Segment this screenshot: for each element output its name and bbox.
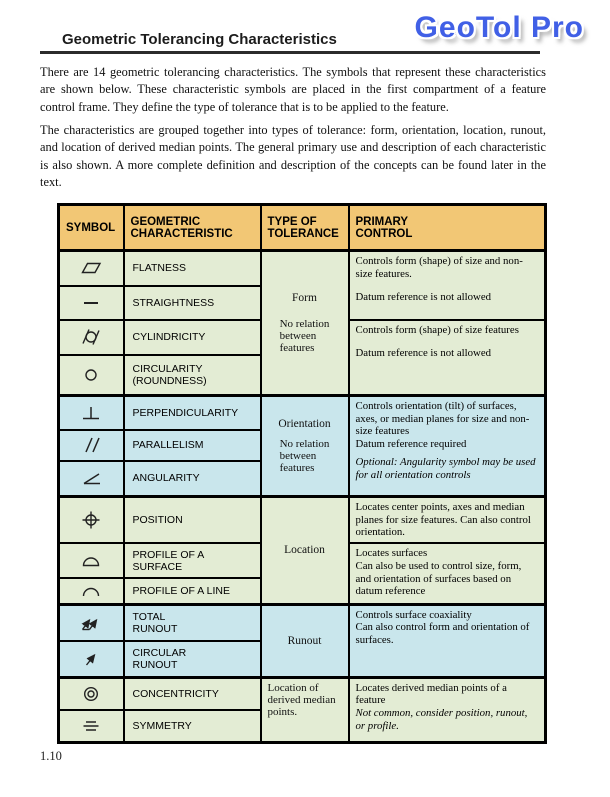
type-cell-orientation bbox=[261, 396, 349, 497]
header-primary-control: PRIMARY CONTROL bbox=[349, 205, 546, 251]
characteristic-label: FLATNESS bbox=[124, 251, 261, 286]
control-text: Controls orientation (tilt) of surfaces, axes, or median planes for size and non-size features bbox=[355, 400, 530, 438]
total-runout-icon bbox=[60, 612, 123, 634]
circularity-icon bbox=[60, 364, 123, 386]
header-geometric-characteristic: GEOMETRIC CHARACTERISTIC bbox=[124, 205, 261, 251]
type-label: Location of derived median points. bbox=[267, 681, 336, 718]
control-note: Optional: Angularity symbol may be used for all orientation controls bbox=[355, 455, 536, 481]
control-cell-form-2 bbox=[349, 320, 546, 396]
type-cell-runout bbox=[261, 604, 349, 677]
characteristic-label: CIRCULARITY (ROUNDNESS) bbox=[124, 355, 261, 396]
perpendicularity-icon bbox=[60, 402, 123, 424]
page-title: Geometric Tolerancing Characteristics bbox=[62, 31, 337, 48]
control-text: Datum reference is not allowed bbox=[355, 347, 492, 360]
control-cell-runout bbox=[349, 604, 546, 677]
type-note: No relation between features bbox=[279, 318, 330, 354]
table-row-total-runout bbox=[59, 604, 546, 641]
tolerancing-characteristics-table bbox=[57, 203, 547, 744]
control-text: Can also be used to control size, form, and orientation of surfaces based on datum reference bbox=[355, 559, 522, 598]
control-cell-form-1 bbox=[349, 251, 546, 320]
header-type-of-tolerance: TYPE OF TOLERANCE bbox=[261, 205, 349, 251]
control-text: Locates surfaces bbox=[355, 547, 428, 560]
characteristic-label: PERPENDICULARITY bbox=[124, 396, 261, 430]
control-text: Can also control form and orientation of surfaces. bbox=[355, 621, 530, 647]
cylindricity-icon bbox=[60, 326, 123, 348]
control-cell-orientation bbox=[349, 396, 546, 497]
characteristic-label: TOTAL RUNOUT bbox=[124, 604, 261, 641]
type-note: No relation between features bbox=[279, 438, 330, 474]
type-label: Runout bbox=[287, 634, 322, 647]
table-row-perpendicularity bbox=[59, 396, 546, 430]
type-label: Form bbox=[292, 292, 317, 304]
straightness-icon bbox=[60, 292, 123, 314]
type-label: Orientation bbox=[278, 418, 331, 430]
page-number: 1.10 bbox=[40, 749, 62, 763]
control-text: Controls surface coaxiality bbox=[355, 608, 472, 621]
concentricity-icon bbox=[60, 683, 123, 705]
control-text: Locates derived median points of a feature bbox=[355, 681, 507, 707]
table-header-row bbox=[59, 205, 546, 251]
control-text: Datum reference is not allowed bbox=[355, 291, 492, 304]
type-cell-form bbox=[261, 251, 349, 396]
type-label: Location bbox=[284, 544, 325, 557]
control-text: Controls form (shape) of size features bbox=[355, 323, 519, 336]
control-cell-dmp bbox=[349, 677, 546, 742]
characteristic-label: PROFILE OF A LINE bbox=[124, 578, 261, 604]
table-row-concentricity bbox=[59, 677, 546, 710]
characteristic-label: CYLINDRICITY bbox=[124, 320, 261, 355]
profile-of-a-surface-icon bbox=[60, 550, 123, 572]
control-cell-location-1 bbox=[349, 497, 546, 544]
characteristic-label: PARALLELISM bbox=[124, 430, 261, 461]
control-note: Not common, consider position, runout, or profile. bbox=[355, 707, 528, 732]
control-text: Datum reference required bbox=[355, 438, 467, 451]
type-cell-dmp bbox=[261, 677, 349, 742]
characteristic-label: CIRCULAR RUNOUT bbox=[124, 641, 261, 677]
geotol-pro-logo: GeoTol Pro bbox=[414, 11, 584, 44]
intro-paragraph-1: There are 14 geometric tolerancing characteristics. The symbols that represent these characteristics are shown below. These characteristic symbols are placed in the first compartment of a feature control frame. They define the type of tolerance that is to be applied to the feature. bbox=[40, 65, 546, 114]
control-text: Controls form (shape) of size and non-size features. bbox=[355, 255, 523, 280]
intro-paragraph-2: The characteristics are grouped together into types of tolerance: form, orientation, location, runout, and location of derived median points. The general primary use and description of each characteristic is also shown. A more complete definition and description of the concepts can be found later in the text. bbox=[40, 123, 546, 190]
profile-of-a-line-icon bbox=[60, 580, 123, 602]
flatness-icon bbox=[60, 257, 123, 279]
circular-runout-icon bbox=[60, 648, 123, 670]
characteristic-label: STRAIGHTNESS bbox=[124, 286, 261, 320]
characteristic-label: SYMMETRY bbox=[124, 710, 261, 742]
symmetry-icon bbox=[60, 715, 123, 737]
title-underline bbox=[40, 51, 540, 54]
angularity-icon bbox=[60, 467, 123, 489]
header-symbol: SYMBOL bbox=[59, 205, 124, 251]
control-text: Locates center points, axes and median planes for size features. Can also control orientation. bbox=[355, 501, 531, 539]
parallelism-icon bbox=[60, 434, 123, 456]
characteristic-label: POSITION bbox=[124, 497, 261, 544]
table-row-position bbox=[59, 497, 546, 544]
type-cell-location bbox=[261, 497, 349, 605]
characteristic-label: ANGULARITY bbox=[124, 461, 261, 497]
table-row-flatness bbox=[59, 251, 546, 286]
characteristic-label: PROFILE OF A SURFACE bbox=[124, 543, 261, 578]
control-cell-location-2 bbox=[349, 543, 546, 604]
characteristic-label: CONCENTRICITY bbox=[124, 677, 261, 710]
position-icon bbox=[60, 509, 123, 531]
